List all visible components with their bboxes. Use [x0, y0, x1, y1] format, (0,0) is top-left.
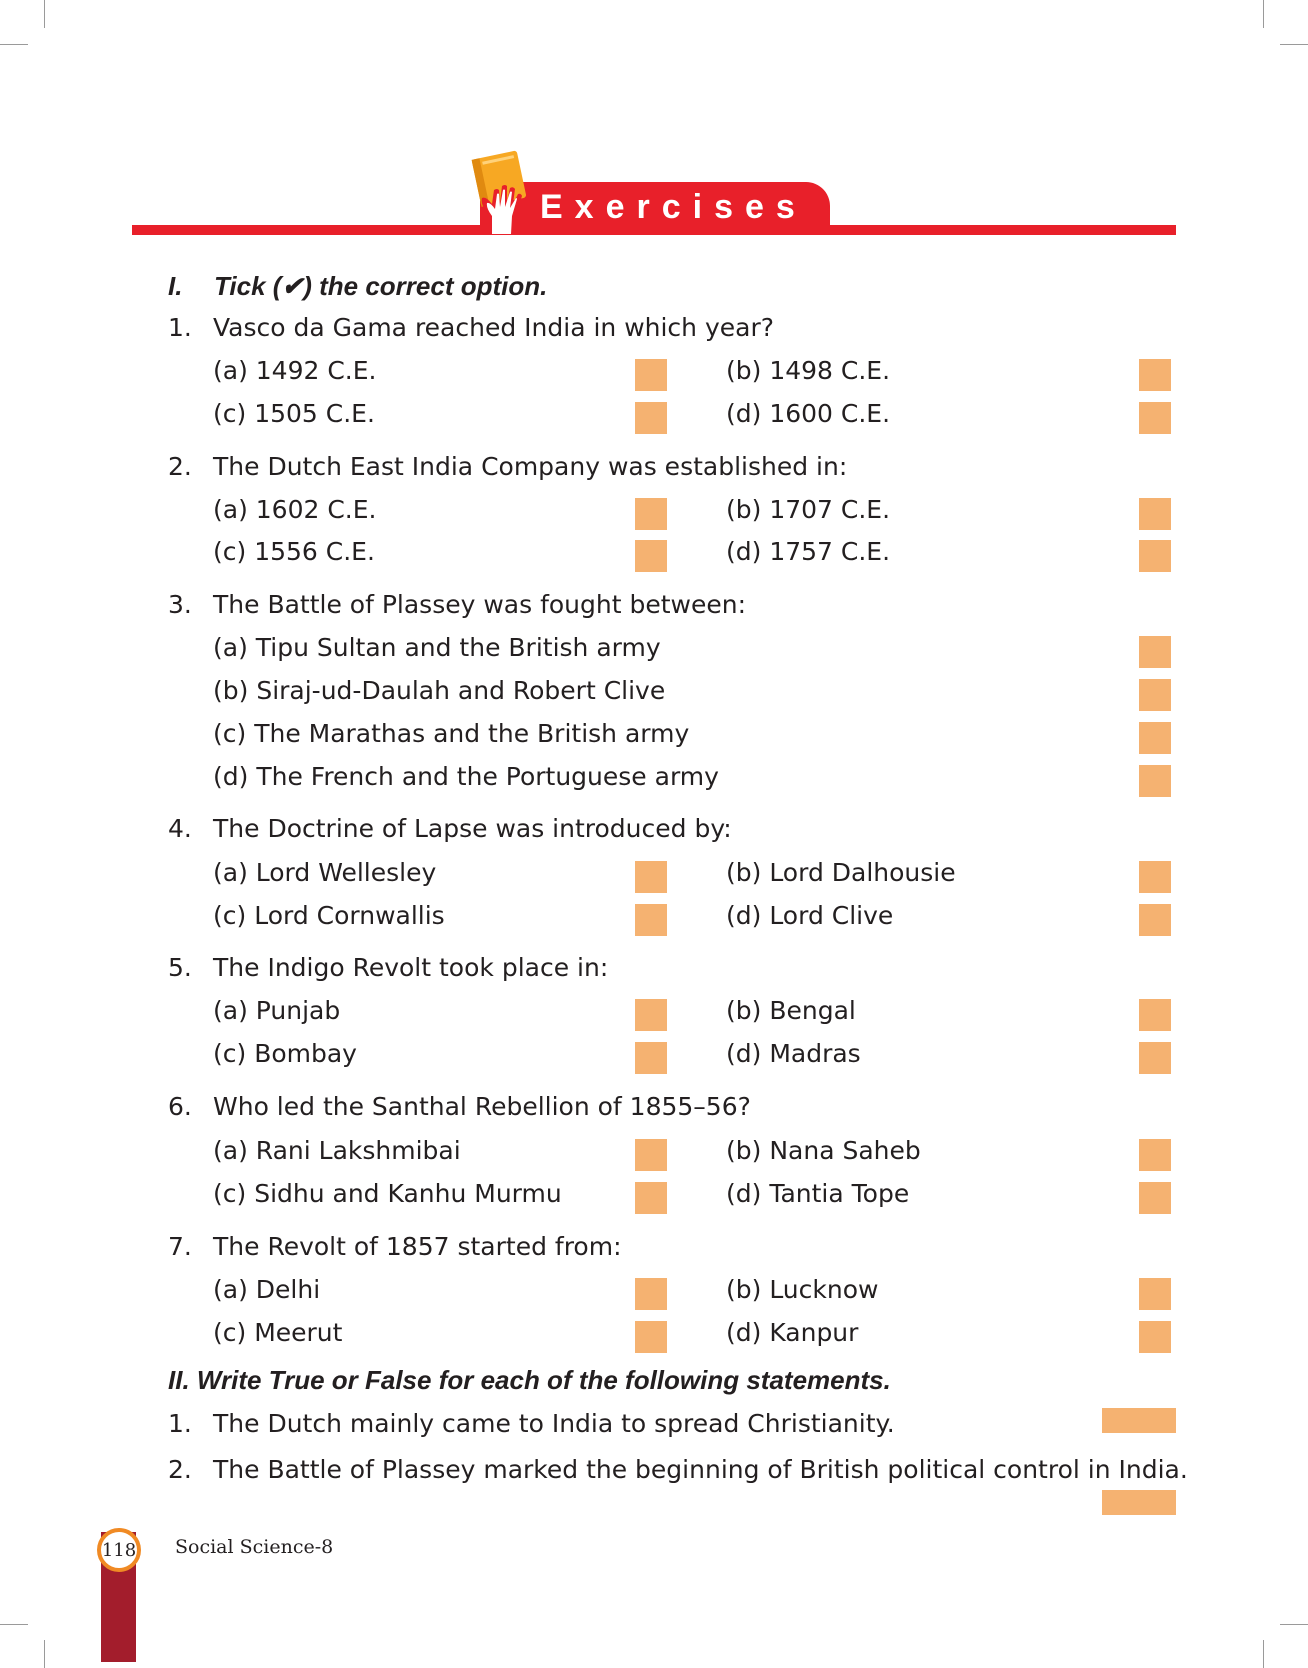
answer-checkbox[interactable] — [1139, 861, 1171, 893]
option-a: (a) Lord Wellesley — [213, 858, 437, 887]
answer-checkbox[interactable] — [635, 498, 667, 530]
book-title: Social Science-8 — [175, 1536, 334, 1558]
option-c: (c) Lord Cornwallis — [213, 901, 445, 930]
crop-mark — [44, 1640, 45, 1668]
option-a: (a) 1602 C.E. — [213, 495, 377, 524]
section-title: Tick (✔) the correct option. — [214, 271, 548, 301]
answer-checkbox[interactable] — [1139, 359, 1171, 391]
statement-number: 2. — [168, 1455, 192, 1484]
answer-checkbox[interactable] — [635, 1321, 667, 1353]
answer-checkbox[interactable] — [1139, 904, 1171, 936]
option-d: (d) The French and the Portuguese army — [213, 762, 719, 791]
answer-checkbox[interactable] — [635, 1182, 667, 1214]
option-c: (c) Meerut — [213, 1318, 343, 1347]
question-text: The Dutch East India Company was established in: — [213, 452, 848, 481]
option-b: (b) Bengal — [726, 996, 856, 1025]
option-b: (b) Lord Dalhousie — [726, 858, 956, 887]
crop-mark — [44, 0, 45, 28]
answer-checkbox[interactable] — [1139, 1321, 1171, 1353]
crop-mark — [1263, 1640, 1264, 1668]
option-a: (a) Punjab — [213, 996, 341, 1025]
answer-checkbox[interactable] — [635, 540, 667, 572]
answer-checkbox[interactable] — [635, 1278, 667, 1310]
question-text: The Battle of Plassey was fought between: — [213, 590, 747, 619]
option-b: (b) Siraj-ud-Daulah and Robert Clive — [213, 676, 666, 705]
answer-checkbox[interactable] — [635, 1139, 667, 1171]
answer-checkbox[interactable] — [635, 359, 667, 391]
answer-checkbox[interactable] — [635, 861, 667, 893]
option-c: (c) The Marathas and the British army — [213, 719, 690, 748]
option-c: (c) Sidhu and Kanhu Murmu — [213, 1179, 562, 1208]
option-d: (d) Lord Clive — [726, 901, 894, 930]
question-number: 7. — [168, 1232, 192, 1261]
answer-checkbox[interactable] — [1139, 636, 1171, 668]
question-number: 1. — [168, 313, 192, 342]
option-a: (a) Delhi — [213, 1275, 321, 1304]
option-b: (b) Nana Saheb — [726, 1136, 921, 1165]
answer-input[interactable] — [1102, 1490, 1176, 1515]
answer-input[interactable] — [1102, 1408, 1176, 1433]
option-d: (d) 1600 C.E. — [726, 399, 891, 428]
answer-checkbox[interactable] — [1139, 1042, 1171, 1074]
statement-number: 1. — [168, 1409, 192, 1438]
page-number: 118 — [101, 1540, 137, 1561]
option-a: (a) Rani Lakshmibai — [213, 1136, 461, 1165]
option-b: (b) 1707 C.E. — [726, 495, 891, 524]
question-number: 4. — [168, 814, 192, 843]
answer-checkbox[interactable] — [635, 904, 667, 936]
statement-text: The Dutch mainly came to India to spread Christianity. — [213, 1409, 895, 1438]
section-title: Write True or False for each of the following statements. — [196, 1365, 891, 1395]
answer-checkbox[interactable] — [1139, 540, 1171, 572]
crop-mark — [0, 44, 28, 45]
answer-checkbox[interactable] — [1139, 1182, 1171, 1214]
answer-checkbox[interactable] — [1139, 402, 1171, 434]
crop-mark — [0, 1624, 28, 1625]
option-b: (b) Lucknow — [726, 1275, 879, 1304]
option-c: (c) Bombay — [213, 1039, 357, 1068]
answer-checkbox[interactable] — [635, 1042, 667, 1074]
hand-book-icon — [466, 148, 538, 238]
statement-text: The Battle of Plassey marked the beginning of British political control in India. — [213, 1455, 1188, 1484]
page-title: Exercises — [540, 188, 807, 226]
question-number: 6. — [168, 1092, 192, 1121]
option-a: (a) 1492 C.E. — [213, 356, 377, 385]
option-d: (d) Kanpur — [726, 1318, 859, 1347]
section-number: II. — [168, 1365, 190, 1395]
question-text: The Revolt of 1857 started from: — [213, 1232, 622, 1261]
option-a: (a) Tipu Sultan and the British army — [213, 633, 661, 662]
crop-mark — [1263, 0, 1264, 28]
section-heading-tick — [168, 271, 547, 302]
answer-checkbox[interactable] — [635, 402, 667, 434]
answer-checkbox[interactable] — [1139, 722, 1171, 754]
section-heading-true-false — [168, 1365, 891, 1396]
option-d: (d) Tantia Tope — [726, 1179, 910, 1208]
answer-checkbox[interactable] — [1139, 1139, 1171, 1171]
question-text: The Doctrine of Lapse was introduced by: — [213, 814, 732, 843]
question-text: The Indigo Revolt took place in: — [213, 953, 609, 982]
question-text: Who led the Santhal Rebellion of 1855–56? — [213, 1092, 751, 1121]
question-number: 5. — [168, 953, 192, 982]
crop-mark — [1280, 44, 1308, 45]
question-number: 3. — [168, 590, 192, 619]
answer-checkbox[interactable] — [1139, 679, 1171, 711]
answer-checkbox[interactable] — [1139, 765, 1171, 797]
option-d: (d) 1757 C.E. — [726, 537, 891, 566]
answer-checkbox[interactable] — [1139, 498, 1171, 530]
option-c: (c) 1505 C.E. — [213, 399, 375, 428]
option-b: (b) 1498 C.E. — [726, 356, 891, 385]
option-d: (d) Madras — [726, 1039, 861, 1068]
option-c: (c) 1556 C.E. — [213, 537, 375, 566]
crop-mark — [1280, 1624, 1308, 1625]
answer-checkbox[interactable] — [635, 999, 667, 1031]
question-number: 2. — [168, 452, 192, 481]
section-number: I. — [168, 271, 183, 301]
answer-checkbox[interactable] — [1139, 1278, 1171, 1310]
question-text: Vasco da Gama reached India in which year? — [213, 313, 775, 342]
answer-checkbox[interactable] — [1139, 999, 1171, 1031]
